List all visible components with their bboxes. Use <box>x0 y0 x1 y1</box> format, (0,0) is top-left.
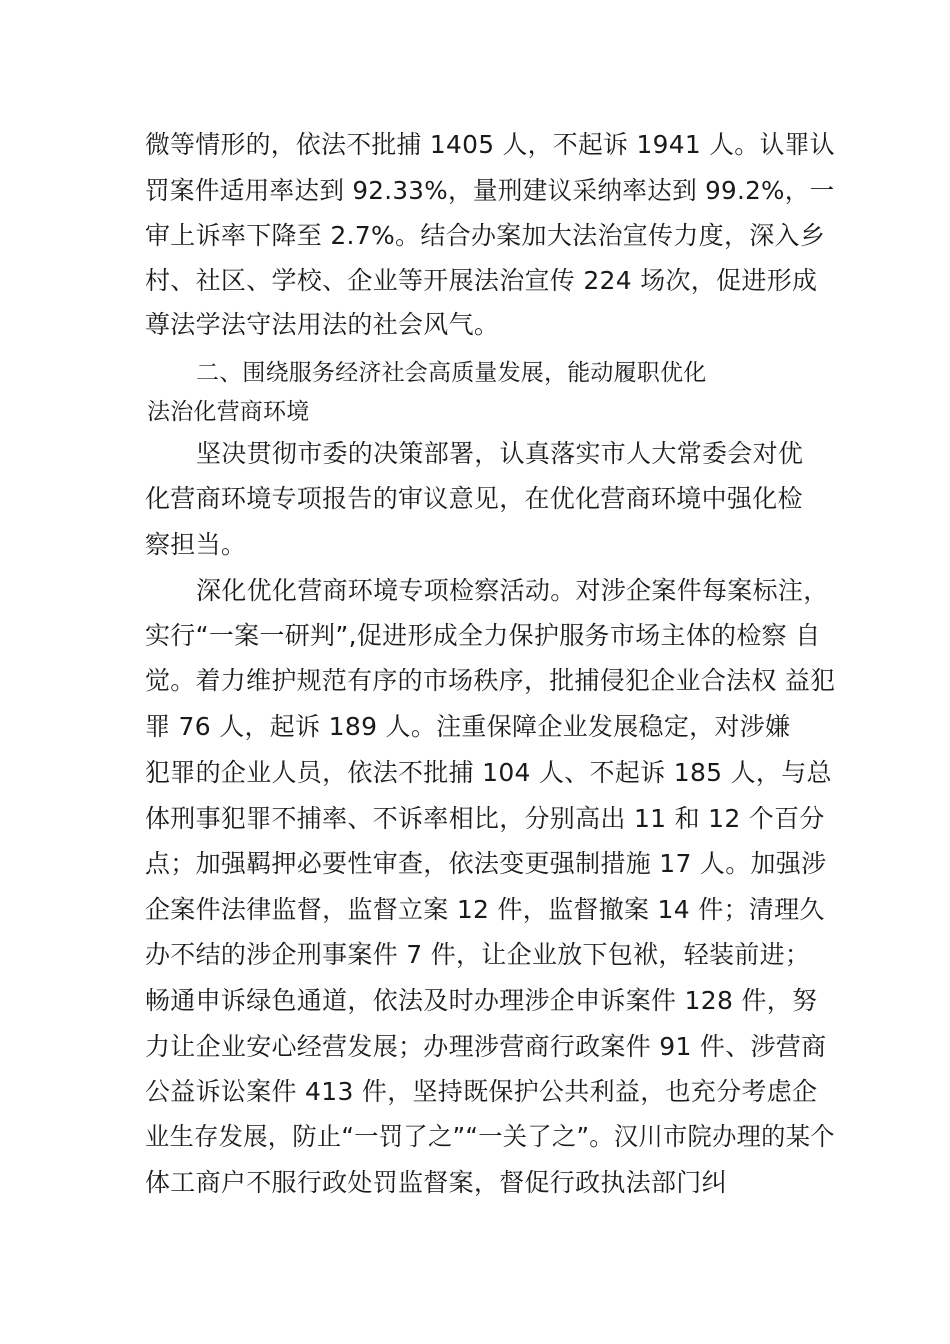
paragraph-line: 畅通申诉绿色通道，依法及时办理涉企申诉案件 128 件，努 <box>145 986 818 1015</box>
paragraph-line: 业生存发展，防止“一罚了之”“一关了之”。汉川市院办理的某个 <box>145 1122 835 1151</box>
paragraph-line: 微等情形的，依法不批捕 1405 人，不起诉 1941 人。认罪认 <box>145 130 835 159</box>
paragraph-line: 犯罪的企业人员，依法不批捕 104 人、不起诉 185 人，与总 <box>145 758 832 787</box>
paragraph-line: 罪 76 人，起诉 189 人。注重保障企业发展稳定，对涉嫌 <box>145 712 791 741</box>
paragraph-line: 深化优化营商环境专项检察活动。对涉企案件每案标注， <box>196 576 829 605</box>
paragraph-line: 坚决贯彻市委的决策部署，认真落实市人大常委会对优 <box>196 439 804 468</box>
paragraph-line: 办不结的涉企刑事案件 7 件，让企业放下包袱，轻装前进； <box>145 940 811 969</box>
paragraph-line: 体刑事犯罪不捕率、不诉率相比，分别高出 11 和 12 个百分 <box>145 804 825 833</box>
paragraph-line: 企案件法律监督，监督立案 12 件，监督撤案 14 件；清理久 <box>145 895 825 924</box>
paragraph-line: 尊法学法守法用法的社会风气。 <box>145 310 500 339</box>
paragraph-line: 察担当。 <box>145 530 247 559</box>
paragraph-line: 罚案件适用率达到 92.33%，量刑建议采纳率达到 99.2%，一 <box>145 176 835 205</box>
paragraph-line: 公益诉讼案件 413 件，坚持既保护公共利益，也充分考虑企 <box>145 1077 818 1106</box>
section-heading: 法治化营商环境 <box>147 399 310 425</box>
paragraph-line: 体工商户不服行政处罚监督案，督促行政执法部门纠 <box>145 1168 727 1197</box>
paragraph-line: 审上诉率下降至 2.7%。结合办案加大法治宣传力度，深入乡 <box>145 221 826 250</box>
paragraph-line: 觉。着力维护规范有序的市场秩序，批捕侵犯企业合法权 益犯 <box>145 666 836 695</box>
paragraph-line: 力让企业安心经营发展；办理涉营商行政案件 91 件、涉营商 <box>145 1032 827 1061</box>
paragraph-line: 村、社区、学校、企业等开展法治宣传 224 场次，促进形成 <box>145 266 818 295</box>
paragraph-line: 点；加强羁押必要性审查，依法变更强制措施 17 人。加强涉 <box>145 849 827 878</box>
paragraph-line: 化营商环境专项报告的审议意见，在优化营商环境中强化检 <box>145 484 803 513</box>
section-heading: 二、围绕服务经济社会高质量发展，能动履职优化 <box>196 360 707 386</box>
paragraph-line: 实行“一案一研判”,促进形成全力保护服务市场主体的检察 自 <box>145 621 821 650</box>
